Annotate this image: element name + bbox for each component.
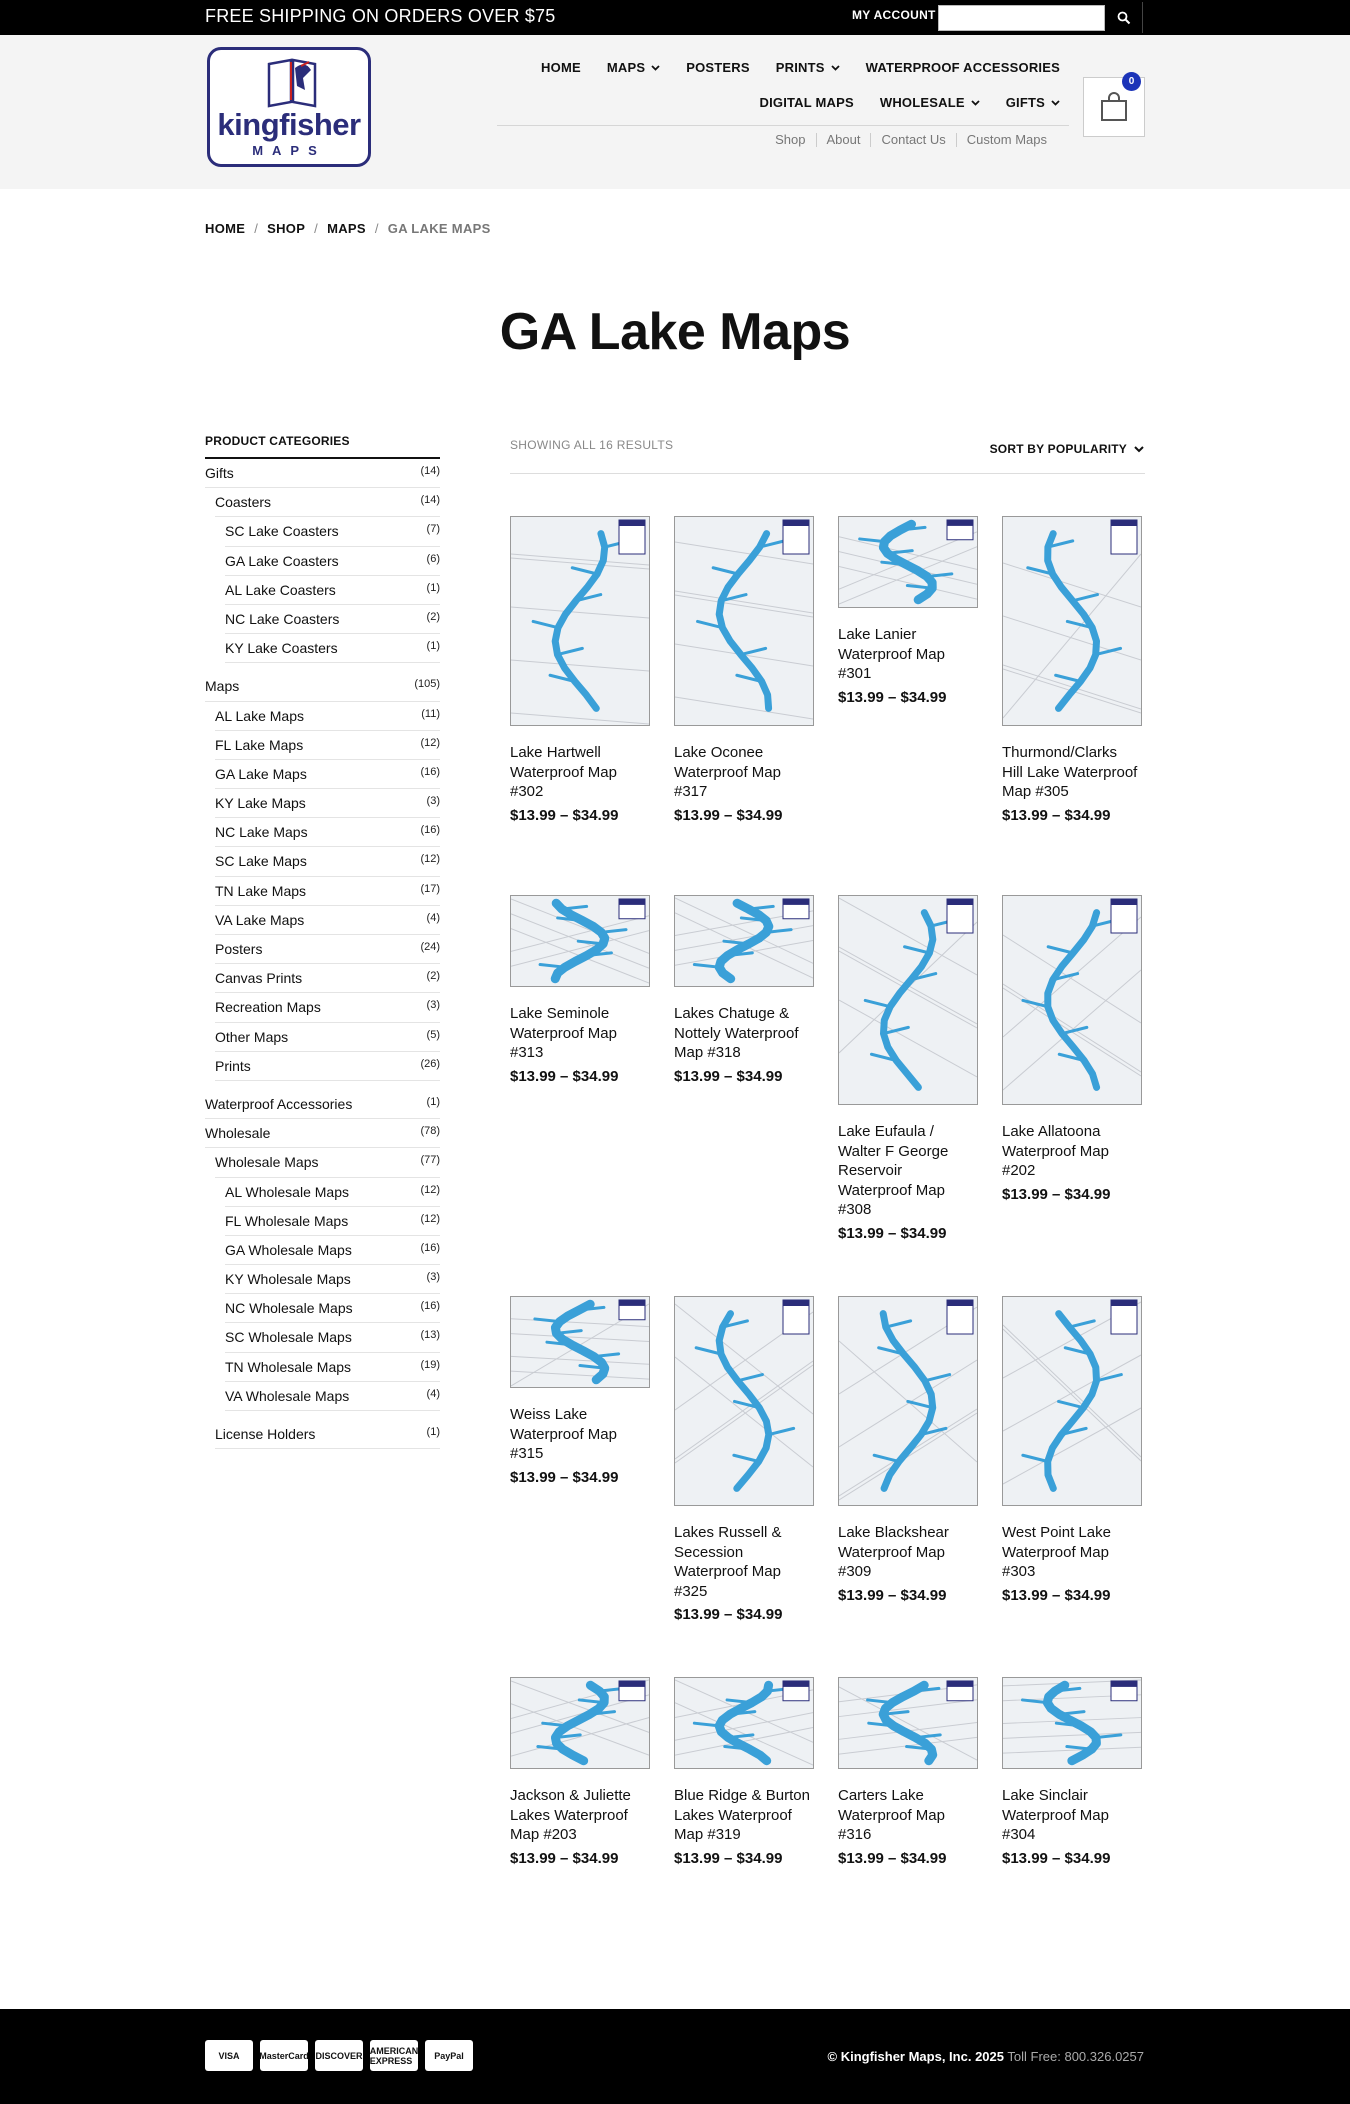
category-recreation-maps[interactable] — [215, 993, 440, 1022]
product-card[interactable] — [674, 1296, 814, 1623]
category-license-holders[interactable] — [215, 1420, 440, 1449]
logo-wordmark: kingfisher — [217, 107, 361, 142]
product-image[interactable] — [838, 516, 978, 608]
product-name[interactable]: Weiss Lake Waterproof Map #315 — [510, 1406, 617, 1462]
lake-map-thumbnail-icon — [675, 517, 813, 725]
lake-map-thumbnail-icon — [839, 517, 977, 607]
product-name[interactable]: Lake Seminole Waterproof Map #313 — [510, 1005, 617, 1061]
cart-button[interactable] — [1083, 77, 1145, 137]
chevron-down-icon — [971, 100, 980, 106]
nav-item-posters[interactable] — [686, 60, 750, 75]
product-image[interactable] — [838, 1677, 978, 1769]
lake-map-thumbnail-icon — [839, 896, 977, 1104]
category-label: FL Lake Maps — [215, 736, 304, 753]
lake-map-thumbnail-icon — [511, 1678, 649, 1768]
product-image[interactable] — [1002, 1677, 1142, 1769]
nav-item-label: POSTERS — [686, 60, 750, 75]
product-image[interactable] — [674, 1296, 814, 1506]
category-coasters[interactable] — [215, 488, 440, 517]
category-label: SC Lake Maps — [215, 853, 307, 870]
category-nc-lake-maps[interactable] — [215, 818, 440, 847]
results-divider — [510, 473, 1145, 474]
category-waterproof-accessories[interactable] — [205, 1090, 440, 1119]
product-price: $13.99 – $34.99 — [838, 1224, 947, 1242]
product-image[interactable] — [674, 895, 814, 987]
product-card[interactable] — [1002, 895, 1142, 1203]
category-al-lake-coasters[interactable] — [225, 576, 440, 605]
subnav-shop[interactable]: Shop — [775, 132, 806, 147]
category-label: AL Lake Maps — [215, 707, 304, 724]
category-count: (3) — [426, 795, 440, 808]
category-count: (1) — [426, 640, 440, 653]
product-image[interactable] — [674, 516, 814, 726]
product-price: $13.99 – $34.99 — [674, 806, 783, 824]
category-wholesale-maps[interactable] — [215, 1148, 440, 1177]
page-title: GA Lake Maps — [499, 303, 851, 361]
lake-map-thumbnail-icon — [839, 1678, 977, 1768]
lake-map-thumbnail-icon — [511, 1297, 649, 1387]
product-card[interactable] — [674, 1677, 814, 1867]
category-count: (12) — [420, 853, 440, 866]
breadcrumb-separator: / — [254, 221, 259, 236]
category-label: NC Lake Maps — [215, 824, 308, 841]
lake-map-thumbnail-icon — [675, 896, 813, 986]
product-name[interactable]: Jackson & Juliette Lakes Waterproof Map #203 — [510, 1787, 631, 1843]
product-price: $13.99 – $34.99 — [838, 688, 947, 706]
product-card[interactable] — [674, 895, 814, 1085]
lake-map-thumbnail-icon — [1003, 896, 1141, 1104]
category-nc-lake-coasters[interactable] — [225, 605, 440, 634]
category-label: FL Wholesale Maps — [225, 1212, 349, 1229]
category-count: (11) — [421, 707, 440, 720]
chevron-down-icon — [1051, 100, 1060, 106]
product-price: $13.99 – $34.99 — [674, 1606, 783, 1623]
search-button[interactable] — [1106, 2, 1143, 33]
product-name[interactable]: Lake Oconee Waterproof Map #317 — [674, 744, 781, 800]
category-al-lake-maps[interactable] — [215, 702, 440, 731]
product-name[interactable]: West Point Lake Waterproof Map #303 — [1002, 1524, 1111, 1580]
category-label: AL Wholesale Maps — [225, 1183, 349, 1200]
sub-nav — [765, 133, 1057, 147]
category-label: Wholesale — [205, 1125, 271, 1142]
chevron-down-icon — [1134, 446, 1144, 453]
shipping-promo: FREE SHIPPING ON ORDERS OVER $75 — [205, 6, 556, 26]
kingfisher-logo[interactable] — [207, 47, 371, 167]
product-price: $13.99 – $34.99 — [1002, 806, 1111, 824]
category-sc-lake-coasters[interactable] — [225, 517, 440, 546]
category-label: KY Wholesale Maps — [225, 1271, 351, 1288]
category-label: Posters — [215, 941, 263, 957]
category-label: Other Maps — [215, 1028, 289, 1045]
category-count: (1) — [426, 1426, 440, 1438]
nav-item-label: HOME — [541, 60, 581, 75]
search-input[interactable] — [938, 5, 1105, 31]
lake-map-thumbnail-icon — [675, 1297, 813, 1505]
product-card[interactable] — [510, 516, 650, 824]
product-price: $13.99 – $34.99 — [1002, 1586, 1111, 1604]
category-fl-wholesale-maps[interactable] — [225, 1207, 440, 1236]
category-label: AL Lake Coasters — [225, 581, 336, 598]
nav-item-maps[interactable] — [607, 60, 660, 75]
category-count: (1) — [426, 1095, 440, 1108]
category-count: (2) — [426, 610, 440, 623]
breadcrumb — [205, 221, 491, 236]
product-image[interactable] — [1002, 516, 1142, 726]
toll-free-number: Toll Free: 800.326.0257 — [1007, 2049, 1144, 2064]
product-card[interactable] — [838, 516, 978, 706]
search-icon — [1117, 11, 1131, 25]
category-count: (1) — [426, 581, 440, 594]
product-price: $13.99 – $34.99 — [510, 1849, 619, 1867]
chevron-down-icon — [831, 65, 840, 71]
category-al-wholesale-maps[interactable] — [225, 1178, 440, 1207]
nav-item-prints[interactable] — [776, 60, 840, 75]
nav-row-secondary — [759, 95, 1060, 110]
category-count: (3) — [426, 999, 440, 1012]
product-price: $13.99 – $34.99 — [1002, 1849, 1111, 1867]
category-count: (13) — [420, 1329, 440, 1342]
category-count: (16) — [420, 765, 440, 778]
category-va-lake-maps[interactable] — [215, 906, 440, 935]
category-count: (14) — [420, 465, 440, 477]
category-prints[interactable] — [215, 1052, 440, 1081]
product-image[interactable] — [838, 1296, 978, 1506]
nav-divider — [497, 125, 1069, 126]
category-fl-lake-maps[interactable] — [215, 731, 440, 760]
product-image[interactable] — [510, 1677, 650, 1769]
category-count: (6) — [426, 552, 440, 565]
category-count: (14) — [420, 494, 440, 507]
product-name[interactable]: Lakes Russell & Secession Waterproof Map #325 — [674, 1524, 782, 1600]
product-name[interactable]: Blue Ridge & Burton Lakes Waterproof Map #319 — [674, 1787, 810, 1843]
lake-map-thumbnail-icon — [511, 896, 649, 986]
product-price: $13.99 – $34.99 — [674, 1067, 783, 1085]
subnav-contact-us[interactable]: Contact Us — [870, 133, 955, 147]
copyright-company: © Kingfisher Maps, Inc. — [827, 2049, 972, 2064]
product-card[interactable] — [838, 1677, 978, 1867]
product-price: $13.99 – $34.99 — [510, 806, 619, 824]
subnav-about[interactable]: About — [816, 133, 871, 147]
category-canvas-prints[interactable] — [215, 964, 440, 993]
product-price: $13.99 – $34.99 — [674, 1849, 783, 1867]
category-maps[interactable] — [205, 672, 440, 701]
main-nav — [500, 60, 1060, 130]
lake-map-thumbnail-icon — [1003, 1297, 1141, 1505]
category-label: Canvas Prints — [215, 970, 303, 987]
nav-item-label: GIFTS — [1005, 95, 1045, 110]
top-bar — [0, 0, 1350, 35]
nav-item-label: WHOLESALE — [879, 95, 965, 110]
category-label: KY Lake Coasters — [225, 640, 338, 657]
product-card[interactable] — [1002, 516, 1142, 824]
product-card[interactable] — [1002, 1677, 1142, 1867]
nav-item-waterproof-accessories[interactable] — [866, 60, 1060, 75]
category-ky-lake-maps[interactable] — [215, 789, 440, 818]
category-ky-lake-coasters[interactable] — [225, 634, 440, 663]
category-count: (16) — [420, 1241, 440, 1254]
category-count: (2) — [426, 970, 440, 983]
category-wholesale[interactable] — [205, 1119, 440, 1148]
breadcrumb-separator: / — [314, 221, 319, 236]
subnav-custom-maps[interactable]: Custom Maps — [956, 133, 1057, 147]
product-categories-sidebar — [205, 434, 440, 1449]
shopping-bag-icon — [1099, 92, 1129, 122]
category-count: (105) — [414, 678, 440, 691]
category-nc-wholesale-maps[interactable] — [225, 1294, 440, 1323]
category-ga-lake-coasters[interactable] — [225, 547, 440, 576]
product-price: $13.99 – $34.99 — [510, 1067, 619, 1085]
logo-subword: MAPS — [252, 143, 326, 158]
nav-item-label: DIGITAL MAPS — [759, 95, 854, 110]
category-label: TN Wholesale Maps — [225, 1358, 352, 1375]
category-va-wholesale-maps[interactable] — [225, 1382, 440, 1411]
category-label: License Holders — [215, 1426, 316, 1442]
category-label: NC Wholesale Maps — [225, 1300, 353, 1317]
category-gifts[interactable] — [205, 459, 440, 488]
breadcrumb-home[interactable]: HOME — [205, 221, 246, 236]
category-label: Coasters — [215, 494, 272, 511]
results-count: SHOWING ALL 16 RESULTS — [510, 438, 674, 452]
site-header — [0, 35, 1350, 189]
category-ky-wholesale-maps[interactable] — [225, 1265, 440, 1294]
category-count: (7) — [426, 523, 440, 536]
payment-card-american-express: AMERICAN EXPRESS — [370, 2040, 418, 2071]
category-label: Prints — [215, 1057, 251, 1074]
category-label: Recreation Maps — [215, 999, 321, 1016]
category-label: GA Wholesale Maps — [225, 1241, 352, 1258]
product-price: $13.99 – $34.99 — [838, 1586, 947, 1604]
category-label: Gifts — [205, 465, 234, 481]
category-ga-wholesale-maps[interactable] — [225, 1236, 440, 1265]
product-price: $13.99 – $34.99 — [1002, 1185, 1111, 1203]
category-label: NC Lake Coasters — [225, 610, 340, 627]
lake-map-thumbnail-icon — [1003, 517, 1141, 725]
payment-card-paypal: PayPal — [425, 2040, 473, 2071]
product-name[interactable]: Lake Allatoona Waterproof Map #202 — [1002, 1123, 1109, 1179]
nav-row-primary — [541, 60, 1060, 75]
category-label: VA Wholesale Maps — [225, 1387, 350, 1404]
product-name[interactable]: Lake Hartwell Waterproof Map #302 — [510, 744, 617, 800]
category-label: SC Lake Coasters — [225, 523, 339, 540]
breadcrumb-shop[interactable]: SHOP — [267, 221, 306, 236]
product-image[interactable] — [510, 1296, 650, 1388]
category-label: VA Lake Maps — [215, 911, 305, 928]
product-card[interactable] — [838, 1296, 978, 1604]
book-bird-icon — [265, 56, 319, 108]
product-image[interactable] — [1002, 1296, 1142, 1506]
category-count: (17) — [420, 882, 440, 895]
my-account-link[interactable]: MY ACCOUNT — [852, 8, 936, 22]
product-card[interactable] — [674, 516, 814, 824]
product-card[interactable] — [510, 1677, 650, 1867]
category-sc-lake-maps[interactable] — [215, 847, 440, 876]
category-count: (16) — [420, 824, 440, 837]
category-count: (4) — [426, 911, 440, 924]
nav-item-label: WATERPROOF ACCESSORIES — [865, 60, 1060, 75]
category-count: (19) — [420, 1358, 440, 1371]
nav-item-home[interactable] — [541, 60, 581, 75]
category-count: (4) — [426, 1387, 440, 1400]
product-name[interactable]: Carters Lake Waterproof Map #316 — [838, 1787, 945, 1843]
product-name[interactable]: Lake Sinclair Waterproof Map #304 — [1002, 1787, 1109, 1843]
category-count: (78) — [420, 1125, 440, 1138]
product-image[interactable] — [674, 1677, 814, 1769]
nav-item-wholesale[interactable] — [880, 95, 980, 110]
category-count: (16) — [420, 1300, 440, 1313]
sort-select[interactable] — [990, 442, 1144, 456]
product-image[interactable] — [1002, 895, 1142, 1105]
product-card[interactable] — [1002, 1296, 1142, 1604]
sidebar-heading: PRODUCT CATEGORIES — [205, 434, 440, 459]
category-count: (26) — [420, 1057, 440, 1070]
lake-map-thumbnail-icon — [839, 1297, 977, 1505]
category-other-maps[interactable] — [215, 1023, 440, 1052]
product-image[interactable] — [510, 516, 650, 726]
category-list — [205, 459, 440, 1449]
category-label: TN Lake Maps — [215, 882, 307, 899]
category-label: SC Wholesale Maps — [225, 1329, 352, 1346]
category-posters[interactable] — [215, 935, 440, 964]
category-count: (12) — [420, 1212, 440, 1225]
lake-map-thumbnail-icon — [675, 1678, 813, 1768]
product-card[interactable] — [510, 1296, 650, 1486]
nav-item-label: PRINTS — [775, 60, 825, 75]
product-card[interactable] — [838, 895, 978, 1242]
lake-map-thumbnail-icon — [1003, 1678, 1141, 1768]
payment-methods — [205, 2040, 473, 2071]
payment-card-mastercard: MasterCard — [260, 2040, 308, 2071]
product-name[interactable]: Lakes Chatuge & Nottely Waterproof Map #318 — [674, 1005, 799, 1061]
chevron-down-icon — [651, 65, 660, 71]
product-card[interactable] — [510, 895, 650, 1085]
product-name[interactable]: Lake Blackshear Waterproof Map #309 — [838, 1524, 949, 1580]
copyright-year: 2025 — [975, 2049, 1004, 2064]
category-count: (77) — [420, 1154, 440, 1167]
category-label: GA Lake Coasters — [225, 552, 339, 569]
category-label: Maps — [205, 678, 240, 695]
product-name[interactable]: Lake Lanier Waterproof Map #301 — [838, 626, 945, 682]
category-label: KY Lake Maps — [215, 795, 306, 812]
category-count: (12) — [420, 1183, 440, 1196]
product-image[interactable] — [510, 895, 650, 987]
payment-card-visa: VISA — [205, 2040, 253, 2071]
nav-item-label: MAPS — [606, 60, 646, 75]
product-price: $13.99 – $34.99 — [510, 1468, 619, 1486]
category-label: GA Lake Maps — [215, 765, 307, 782]
nav-item-gifts[interactable] — [1006, 95, 1060, 110]
category-tn-wholesale-maps[interactable] — [225, 1353, 440, 1382]
category-count: (24) — [420, 941, 440, 953]
category-count: (3) — [426, 1271, 440, 1284]
copyright — [828, 2049, 1144, 2064]
site-footer — [0, 2009, 1350, 2104]
nav-item-digital-maps[interactable] — [759, 95, 853, 110]
payment-card-discover: DISCOVER — [315, 2040, 363, 2071]
breadcrumb-current: GA LAKE MAPS — [387, 221, 491, 236]
category-count: (5) — [426, 1028, 440, 1041]
category-ga-lake-maps[interactable] — [215, 760, 440, 789]
category-sc-wholesale-maps[interactable] — [225, 1323, 440, 1352]
breadcrumb-maps[interactable]: MAPS — [327, 221, 366, 236]
category-label: Waterproof Accessories — [205, 1095, 353, 1112]
product-name[interactable]: Thurmond/Clarks Hill Lake Waterproof Map #305 — [1002, 744, 1138, 800]
sort-label: SORT BY POPULARITY — [989, 442, 1127, 456]
category-count: (12) — [420, 736, 440, 749]
product-image[interactable] — [838, 895, 978, 1105]
breadcrumb-separator: / — [374, 221, 379, 236]
category-label: Wholesale Maps — [215, 1154, 319, 1171]
category-tn-lake-maps[interactable] — [215, 877, 440, 906]
product-name[interactable]: Lake Eufaula / Walter F George Reservoir Waterproof Map #308 — [838, 1123, 949, 1218]
cart-count-badge: 0 — [1122, 72, 1141, 91]
product-price: $13.99 – $34.99 — [838, 1849, 947, 1867]
lake-map-thumbnail-icon — [511, 517, 649, 725]
